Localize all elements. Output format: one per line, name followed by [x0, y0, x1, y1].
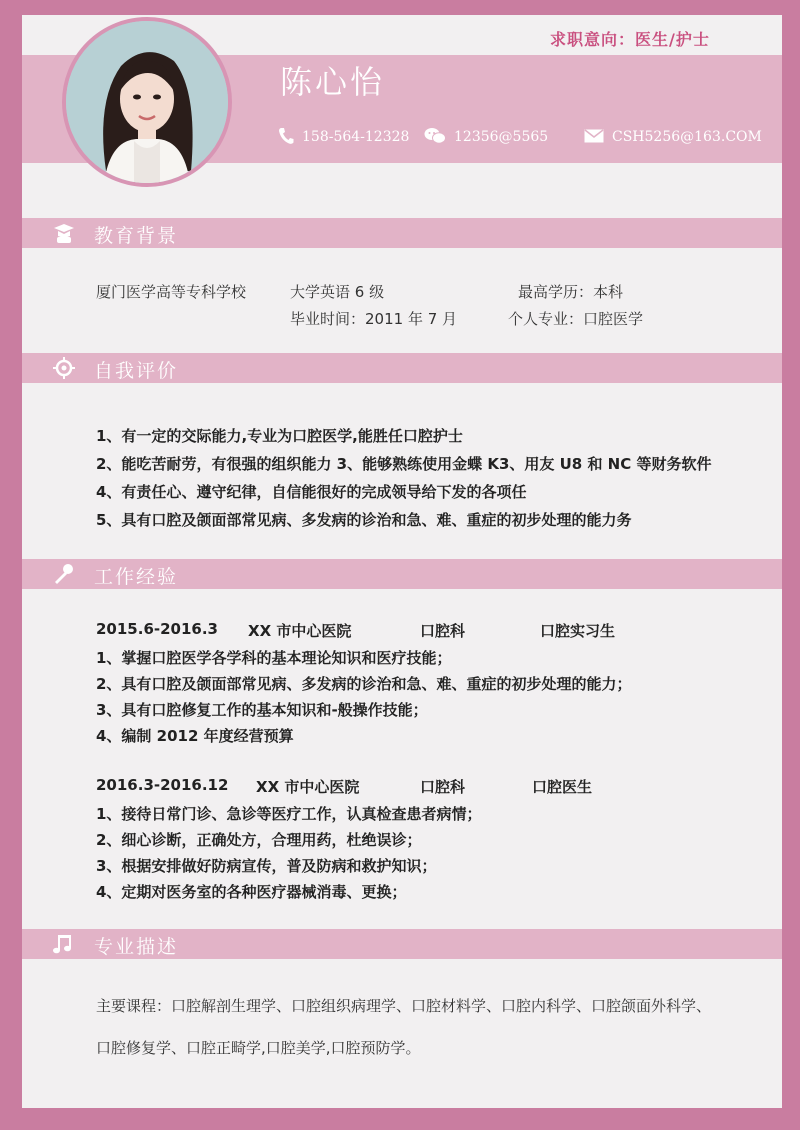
job-department: 口腔科 — [420, 622, 466, 640]
job-intent: 求职意向：医生/护士 — [550, 30, 710, 49]
job-role: 口腔实习生 — [540, 622, 616, 640]
self-eval-item: 1、有一定的交际能力,专业为口腔医学,能胜任口腔护士 — [96, 427, 463, 445]
job-role: 口腔医生 — [532, 778, 593, 796]
work-header — [22, 559, 782, 589]
highest-degree: 最高学历：本科 — [518, 283, 624, 301]
target-icon — [52, 357, 76, 379]
self-eval-title: 自我评价 — [94, 360, 179, 382]
school-name: 厦门医学高等专科学校 — [96, 283, 247, 301]
phone-icon — [278, 127, 294, 145]
self-eval-item: 2、能吃苦耐劳，有很强的组织能力 3、能够熟练使用金蝶 K3、用友 U8 和 NC 等财务软件 — [96, 455, 712, 473]
work-title: 工作经验 — [94, 566, 179, 588]
graduation-time: 毕业时间：2011 年 7 月 — [290, 310, 458, 328]
job-hospital: XX 市中心医院 — [256, 778, 360, 796]
resume-page — [22, 15, 782, 1108]
job-duty: 1、接待日常门诊、急诊等医疗工作，认真检查患者病情； — [96, 805, 482, 823]
candidate-name: 陈心怡 — [280, 63, 386, 101]
education-title: 教育背景 — [94, 225, 179, 247]
courses-line: 主要课程：口腔解剖生理学、口腔组织病理学、口腔材料学、口腔内科学、口腔颌面外科学、 — [96, 997, 712, 1015]
email-address: CSH5256@163.COM — [612, 129, 762, 145]
courses-line: 口腔修复学、口腔正畸学,口腔美学,口腔预防学。 — [96, 1039, 421, 1057]
profession-title: 专业描述 — [94, 936, 179, 958]
self-eval-item: 4、有责任心、遵守纪律，自信能很好的完成领导给下发的各项任 — [96, 483, 527, 501]
job-department: 口腔科 — [420, 778, 466, 796]
wechat-icon — [424, 127, 446, 145]
graduation-cap-icon — [52, 222, 76, 244]
education-header — [22, 218, 782, 248]
english-level: 大学英语 6 级 — [290, 283, 385, 301]
microphone-icon — [52, 563, 76, 585]
job-period: 2015.6-2016.3 — [96, 620, 218, 638]
self-eval-item: 5、具有口腔及颌面部常见病、多发病的诊治和急、难、重症的初步处理的能力务 — [96, 511, 632, 529]
avatar — [62, 17, 232, 187]
job-duty: 4、编制 2012 年度经营预算 — [96, 727, 294, 745]
job-duty: 3、根据安排做好防病宣传，普及防病和救护知识； — [96, 857, 437, 875]
wechat-id: 12356@5565 — [454, 129, 549, 145]
phone-number: 158-564-12328 — [302, 129, 410, 145]
portrait-photo — [66, 21, 228, 183]
job-duty: 2、细心诊断，正确处方，合理用药，杜绝误诊； — [96, 831, 422, 849]
major: 个人专业：口腔医学 — [508, 310, 644, 328]
profession-header — [22, 929, 782, 959]
job-duty: 1、掌握口腔医学各学科的基本理论知识和医疗技能； — [96, 649, 452, 667]
job-hospital: XX 市中心医院 — [248, 622, 352, 640]
job-duty: 2、具有口腔及颌面部常见病、多发病的诊治和急、难、重症的初步处理的能力； — [96, 675, 632, 693]
email-icon — [584, 129, 604, 143]
job-duty: 4、定期对医务室的各种医疗器械消毒、更换； — [96, 883, 407, 901]
job-duty: 3、具有口腔修复工作的基本知识和-般操作技能； — [96, 701, 428, 719]
self-eval-header — [22, 353, 782, 383]
job-period: 2016.3-2016.12 — [96, 776, 229, 794]
music-note-icon — [52, 933, 76, 955]
